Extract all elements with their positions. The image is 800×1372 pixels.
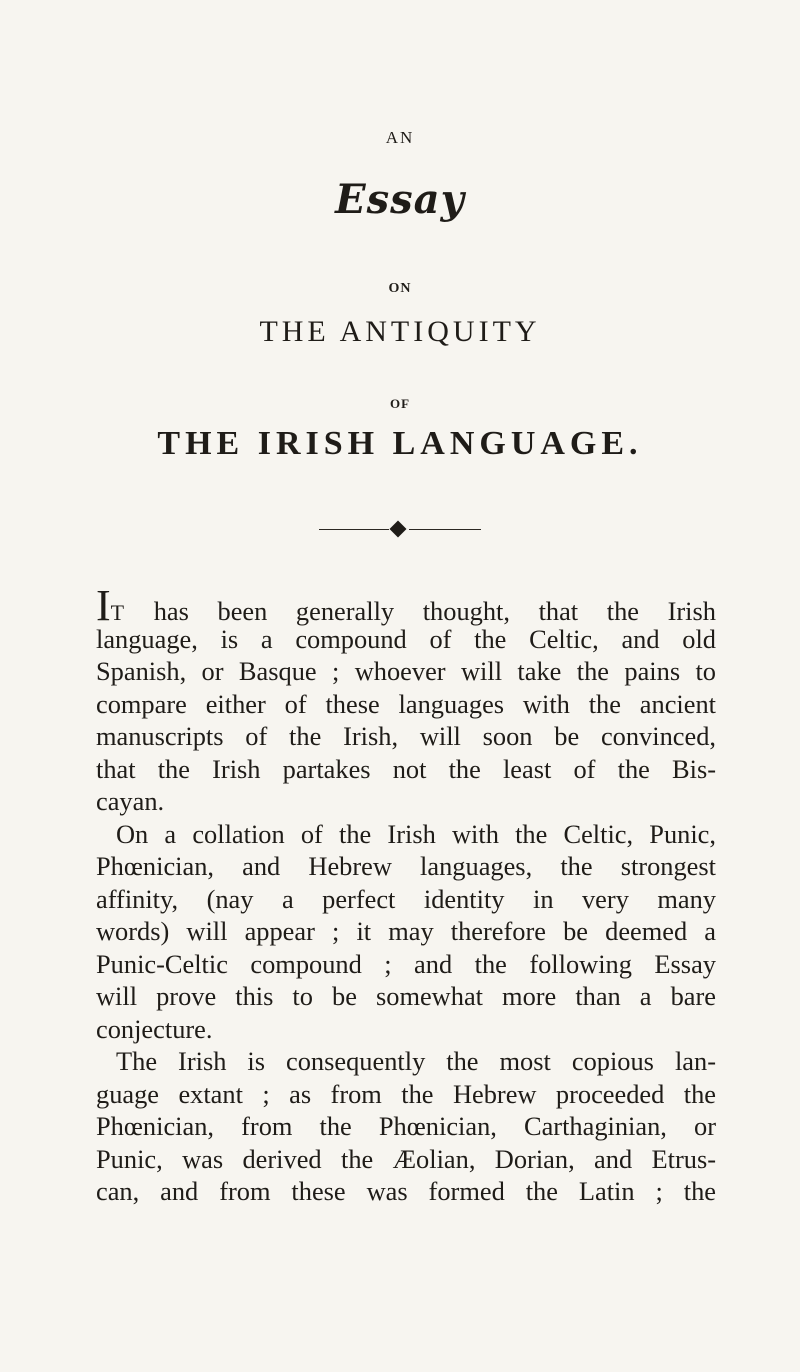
text-line: Punic-Celtic compound ; and the following Essay <box>96 948 716 979</box>
text-line: can, and from these was formed the Latin ; the <box>96 1176 716 1206</box>
text-line: conjecture. <box>96 1013 213 1044</box>
text-line: compare either of these languages with the ancient <box>96 688 716 719</box>
title-on: ON <box>388 281 412 296</box>
title-antiquity: THE ANTIQUITY <box>259 315 541 348</box>
title-irish-language: THE IRISH LANGUAGE. <box>157 425 643 462</box>
diamond-icon <box>390 521 407 538</box>
drop-cap-rest: T <box>110 600 126 625</box>
text-line <box>96 581 716 630</box>
text-line: words) will appear ; it may therefore be deemed a <box>96 916 716 946</box>
text-line: The Irish is consequently the most copious lan- <box>116 1046 716 1076</box>
text-line: that the Irish partakes not the least of the Bis- <box>96 753 716 784</box>
text-line: cayan. <box>96 786 165 816</box>
text-line: affinity, (nay a perfect identity in very many <box>96 883 716 914</box>
essay-body <box>96 581 716 1208</box>
title-essay: Essay <box>335 176 465 223</box>
text-line: On a collation of the Irish with the Celtic, Punic, <box>116 818 716 849</box>
text-line: manuscripts of the Irish, will soon be convinced, <box>96 721 716 751</box>
text-line: guage extant ; as from the Hebrew proceeded the <box>96 1078 716 1109</box>
ornament-line-right <box>409 529 481 530</box>
line-text: has been generally thought, that the Irish <box>153 596 716 626</box>
text-line: Spanish, or Basque ; whoever will take the pains to <box>96 656 716 686</box>
text-line: Phœnician, and Hebrew languages, the strongest <box>96 851 716 881</box>
title-an: AN <box>385 128 415 147</box>
text-line: Punic, was derived the Æolian, Dorian, and Etrus- <box>96 1143 716 1174</box>
title-of: OF <box>389 396 411 411</box>
ornament-line-left <box>319 529 389 530</box>
text-line: Phœnician, from the Phœnician, Carthaginian, or <box>96 1111 716 1141</box>
text-line: will prove this to be somewhat more than a bare <box>96 981 716 1011</box>
text-line: language, is a compound of the Celtic, and old <box>96 623 716 654</box>
drop-cap: I <box>96 581 111 630</box>
diamond-rule-ornament <box>319 520 481 540</box>
